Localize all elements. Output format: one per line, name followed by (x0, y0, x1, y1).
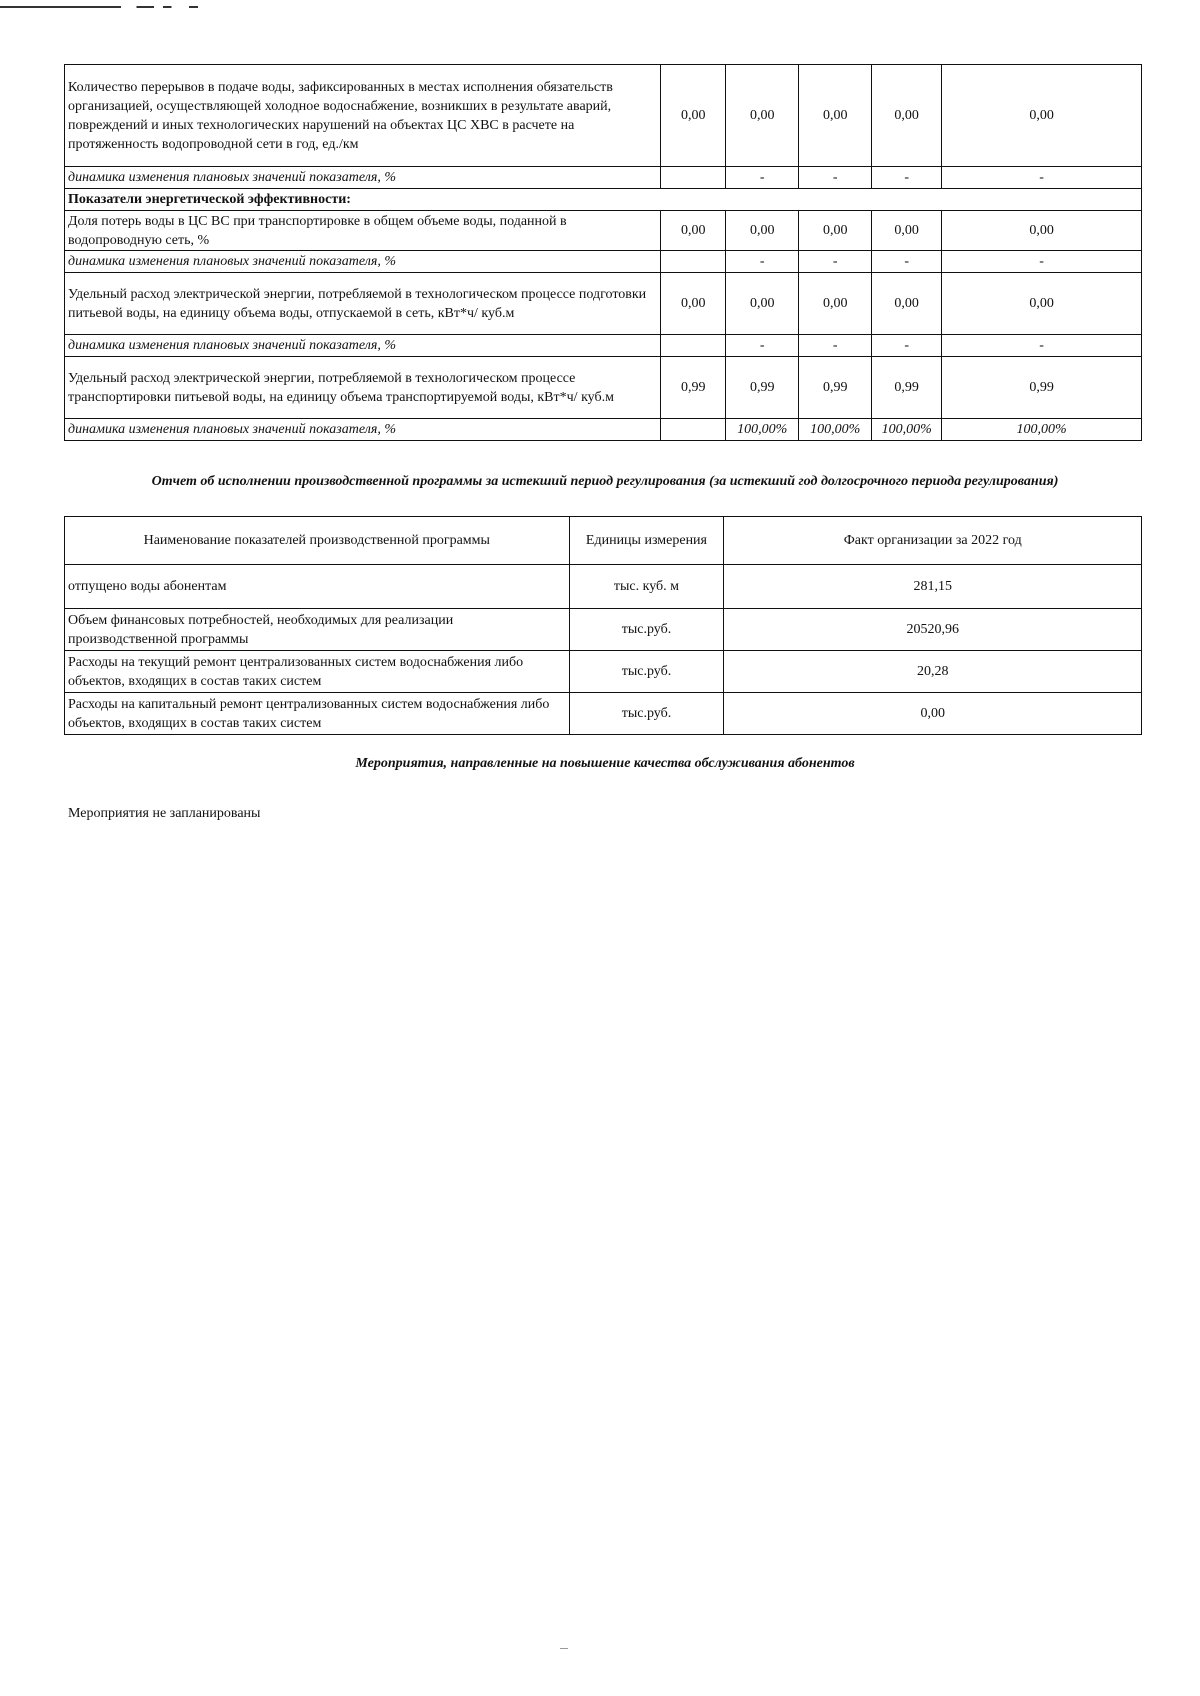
value-cell (661, 335, 726, 357)
dynamics-row (65, 419, 1142, 441)
indicator-label: Доля потерь воды в ЦС ВС при транспортировке в общем объеме воды, поданной в водопроводную сеть, % (65, 211, 661, 251)
value-cell (661, 251, 726, 273)
value-cell: 0,00 (661, 211, 726, 251)
indicator-label: динамика изменения плановых значений показателя, % (65, 251, 661, 273)
value-cell: 0,00 (799, 211, 872, 251)
value-cell (661, 419, 726, 441)
unit-cell: тыс.руб. (569, 651, 724, 693)
value-cell: - (872, 251, 942, 273)
value-cell: 0,00 (942, 65, 1142, 167)
value-cell: - (799, 335, 872, 357)
value-cell: - (942, 251, 1142, 273)
value-cell: 0,00 (872, 211, 942, 251)
value-cell: 0,99 (872, 357, 942, 419)
value-cell: - (942, 335, 1142, 357)
scan-top-mark (0, 6, 220, 8)
scan-dot (560, 1648, 568, 1649)
events-title: Мероприятия, направленные на повышение качества обслуживания абонентов (355, 756, 855, 771)
dynamics-row (65, 167, 1142, 189)
indicator-label: динамика изменения плановых значений показателя, % (65, 419, 661, 441)
value-cell: 0,99 (942, 357, 1142, 419)
value-cell: 0,00 (872, 65, 942, 167)
value-cell (661, 167, 726, 189)
fact-value: 20,28 (724, 651, 1142, 693)
header-row (65, 517, 1142, 565)
value-cell: - (799, 167, 872, 189)
production-program-table (64, 516, 1142, 735)
column-header: Единицы измерения (569, 517, 724, 565)
value-cell: 0,00 (661, 65, 726, 167)
events-text: Мероприятия не запланированы (68, 806, 261, 821)
value-cell: 0,00 (799, 273, 872, 335)
value-cell: 100,00% (942, 419, 1142, 441)
indicator-row (65, 357, 1142, 419)
fact-value: 0,00 (724, 693, 1142, 735)
value-cell: 100,00% (799, 419, 872, 441)
unit-cell: тыс.руб. (569, 693, 724, 735)
unit-cell: тыс.руб. (569, 609, 724, 651)
table-row (65, 693, 1142, 735)
value-cell: - (872, 167, 942, 189)
report-title: Отчет об исполнении производственной программы за истекший период регулирования (за истекший год долгосрочного периода регулирования) (151, 474, 1059, 489)
table-row (65, 609, 1142, 651)
dynamics-row (65, 335, 1142, 357)
value-cell: 100,00% (872, 419, 942, 441)
value-cell: 0,00 (942, 273, 1142, 335)
column-header: Факт организации за 2022 год (724, 517, 1142, 565)
table-row (65, 565, 1142, 609)
fact-value: 20520,96 (724, 609, 1142, 651)
value-cell: 0,00 (799, 65, 872, 167)
indicator-name: Расходы на текущий ремонт централизованных систем водоснабжения либо объектов, входящих в состав таких систем (65, 651, 570, 693)
value-cell: - (799, 251, 872, 273)
indicator-name: Расходы на капитальный ремонт централизованных систем водоснабжения либо объектов, входящих в состав таких систем (65, 693, 570, 735)
dynamics-row (65, 251, 1142, 273)
unit-cell: тыс. куб. м (569, 565, 724, 609)
indicator-label: динамика изменения плановых значений показателя, % (65, 167, 661, 189)
value-cell: 0,00 (942, 211, 1142, 251)
value-cell: 0,00 (726, 211, 799, 251)
value-cell: 0,00 (872, 273, 942, 335)
value-cell: - (872, 335, 942, 357)
column-header: Наименование показателей производственной программы (65, 517, 570, 565)
indicator-label: Количество перерывов в подаче воды, зафиксированных в местах исполнения обязательств организацией, осуществляющей холодное водоснабжение, возникших в результате аварий, повреждений и иных технологических нарушений на объектах ЦС ХВС в расчете на протяженность водопроводной сети в год, ед./км (65, 65, 661, 167)
indicator-row (65, 273, 1142, 335)
value-cell: - (726, 167, 799, 189)
indicator-label: Удельный расход электрической энергии, потребляемой в технологическом процессе подготовки питьевой воды, на единицу объема воды, отпускаемой в сеть, кВт*ч/ куб.м (65, 273, 661, 335)
table-row (65, 651, 1142, 693)
value-cell: 0,00 (726, 273, 799, 335)
value-cell: 0,99 (726, 357, 799, 419)
indicator-name: Объем финансовых потребностей, необходимых для реализации производственной программы (65, 609, 570, 651)
indicator-name: отпущено воды абонентам (65, 565, 570, 609)
value-cell: 0,99 (799, 357, 872, 419)
value-cell: 100,00% (726, 419, 799, 441)
value-cell: 0,99 (661, 357, 726, 419)
value-cell: 0,00 (726, 65, 799, 167)
value-cell: - (726, 335, 799, 357)
value-cell: 0,00 (661, 273, 726, 335)
indicator-label: Удельный расход электрической энергии, потребляемой в технологическом процессе транспортировки питьевой воды, на единицу объема транспортируемой воды, кВт*ч/ куб.м (65, 357, 661, 419)
fact-value: 281,15 (724, 565, 1142, 609)
indicators-table (64, 64, 1142, 441)
indicator-row (65, 65, 1142, 167)
value-cell: - (942, 167, 1142, 189)
section-row (65, 189, 1142, 211)
value-cell: - (726, 251, 799, 273)
indicator-label: динамика изменения плановых значений показателя, % (65, 335, 661, 357)
indicator-row (65, 211, 1142, 251)
section-label: Показатели энергетической эффективности: (65, 189, 1142, 211)
